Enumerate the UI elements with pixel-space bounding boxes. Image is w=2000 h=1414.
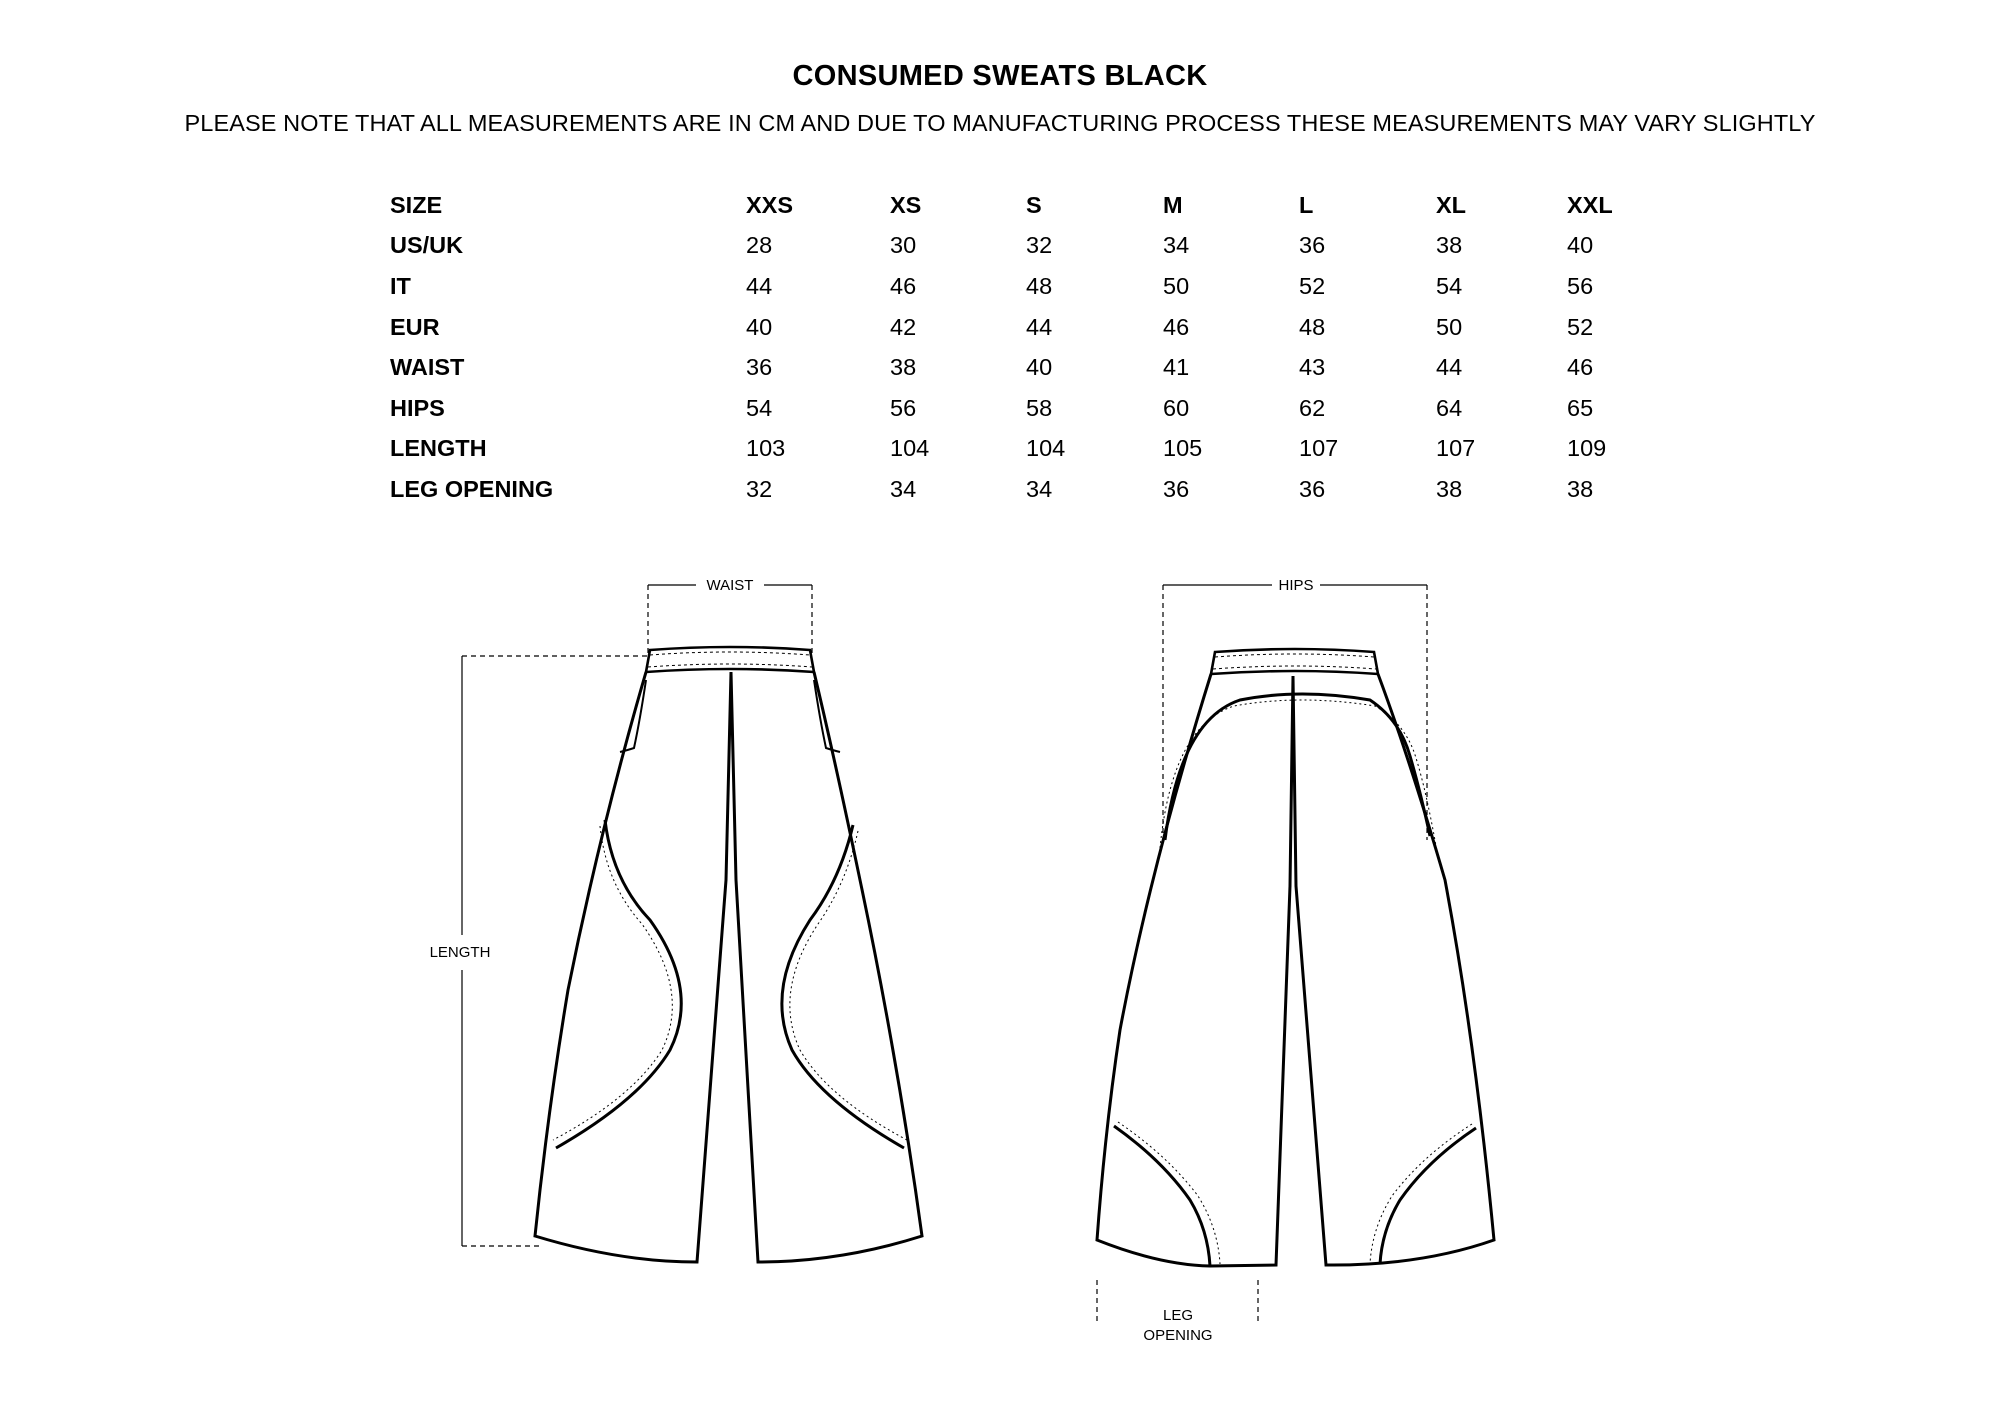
page-title: CONSUMED SWEATS BLACK	[792, 60, 1208, 92]
front-waistband	[646, 647, 814, 672]
back-yoke-seam	[1165, 694, 1430, 840]
table-cell: 43	[1299, 354, 1326, 381]
front-right-panel-seam	[782, 825, 904, 1148]
table-cell: 44	[1436, 354, 1463, 381]
row-label: IT	[390, 272, 411, 299]
row-label: EUR	[390, 313, 440, 340]
table-cell: 65	[1567, 394, 1594, 421]
table-cell: 28	[746, 232, 773, 259]
table-cell: 109	[1567, 435, 1607, 462]
table-cell: 32	[746, 475, 773, 502]
front-outline	[535, 672, 922, 1262]
back-left-cuff-seam	[1114, 1126, 1210, 1266]
table-cell: 46	[1567, 354, 1594, 381]
table-cell: 41	[1163, 354, 1190, 381]
back-waistband	[1211, 649, 1378, 674]
table-cell: 62	[1299, 394, 1326, 421]
table-cell: 44	[746, 272, 773, 299]
back-pants-illustration	[1097, 649, 1494, 1266]
size-header-label: SIZE	[390, 191, 443, 218]
table-cell: 107	[1436, 435, 1476, 462]
size-header-cell: XXS	[746, 191, 794, 218]
table-cell: 54	[746, 394, 773, 421]
front-left-panel-seam	[556, 820, 681, 1148]
front-measurement-guides	[462, 585, 812, 1246]
size-header-cell: M	[1163, 191, 1183, 218]
table-cell: 32	[1026, 232, 1053, 259]
row-label: LEG OPENING	[390, 475, 554, 502]
table-cell: 36	[1163, 475, 1190, 502]
table-cell: 56	[890, 394, 917, 421]
table-cell: 30	[890, 232, 917, 259]
table-cell: 105	[1163, 435, 1203, 462]
table-cell: 52	[1299, 272, 1326, 299]
leg-opening-label-line1: LEG	[1162, 1307, 1194, 1324]
back-left-cuff-stitch	[1118, 1122, 1220, 1264]
table-cell: 44	[1026, 313, 1053, 340]
table-cell: 36	[1299, 232, 1326, 259]
table-cell: 52	[1567, 313, 1594, 340]
table-cell: 36	[1299, 475, 1326, 502]
table-cell: 104	[1026, 435, 1066, 462]
leg-opening-label-line2: OPENING	[1143, 1327, 1213, 1344]
row-label: LENGTH	[390, 435, 487, 462]
row-label: WAIST	[390, 354, 465, 381]
table-cell: 107	[1299, 435, 1339, 462]
table-cell: 34	[890, 475, 917, 502]
table-cell: 104	[890, 435, 930, 462]
measurement-note: PLEASE NOTE THAT ALL MEASUREMENTS ARE IN CM AND DUE TO MANUFACTURING PROCESS THESE MEASUREMENTS MAY VARY SLIGHTLY	[184, 110, 1816, 136]
back-waistband-stitch	[1213, 654, 1376, 669]
table-cell: 60	[1163, 394, 1190, 421]
back-right-cuff-stitch	[1370, 1124, 1472, 1264]
table-cell: 40	[1567, 232, 1594, 259]
table-cell: 42	[890, 313, 917, 340]
table-cell: 38	[1567, 475, 1594, 502]
table-cell: 54	[1436, 272, 1463, 299]
table-cell: 40	[1026, 354, 1053, 381]
back-right-cuff-seam	[1380, 1128, 1476, 1264]
table-cell: 50	[1163, 272, 1190, 299]
table-cell: 38	[1436, 232, 1463, 259]
table-cell: 48	[1026, 272, 1053, 299]
table-cell: 103	[746, 435, 786, 462]
table-cell: 58	[1026, 394, 1053, 421]
table-cell: 34	[1026, 475, 1053, 502]
size-header-cell: S	[1026, 191, 1042, 218]
table-cell: 38	[1436, 475, 1463, 502]
size-header-cell: XXL	[1567, 191, 1613, 218]
row-label: HIPS	[390, 394, 445, 421]
table-cell: 40	[746, 313, 773, 340]
table-cell: 64	[1436, 394, 1463, 421]
size-header-cell: XS	[890, 191, 922, 218]
size-header-cell: XL	[1436, 191, 1467, 218]
row-label: US/UK	[390, 232, 464, 259]
table-cell: 46	[890, 272, 917, 299]
front-right-panel-stitch	[790, 831, 907, 1140]
length-measure-label: LENGTH	[429, 944, 491, 961]
table-cell: 38	[890, 354, 917, 381]
table-cell: 56	[1567, 272, 1594, 299]
waist-measure-label: WAIST	[706, 577, 754, 594]
table-cell: 34	[1163, 232, 1190, 259]
hips-measure-label: HIPS	[1278, 577, 1314, 594]
front-pants-illustration	[535, 647, 922, 1262]
size-header-cell: L	[1299, 191, 1314, 218]
back-outline	[1097, 674, 1494, 1266]
table-cell: 36	[746, 354, 773, 381]
table-cell: 48	[1299, 313, 1326, 340]
front-waistband-stitch	[648, 652, 812, 667]
table-cell: 46	[1163, 313, 1190, 340]
table-cell: 50	[1436, 313, 1463, 340]
